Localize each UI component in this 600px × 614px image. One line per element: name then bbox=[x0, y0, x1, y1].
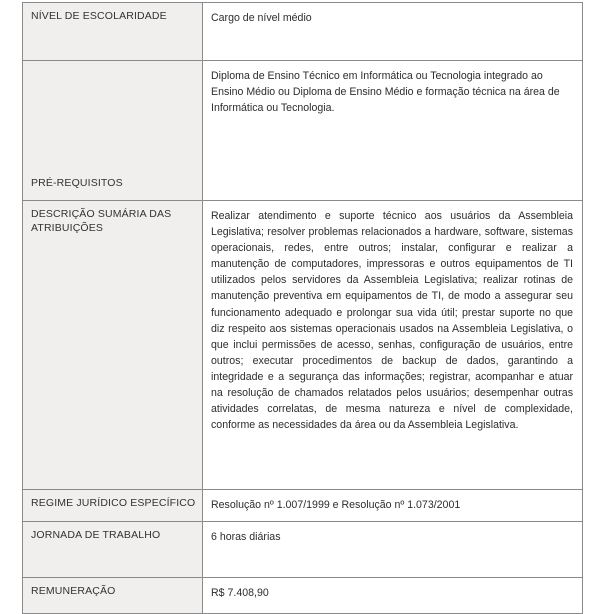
row-label-remuneracao: REMUNERAÇÃO bbox=[23, 578, 203, 614]
table-row-regime-juridico bbox=[23, 490, 583, 522]
row-label-regime-juridico: REGIME JURÍDICO ESPECÍFICO bbox=[23, 490, 203, 522]
row-value-regime-juridico bbox=[203, 490, 583, 522]
value-text-escolaridade: Cargo de nível médio bbox=[211, 12, 312, 24]
table-row-remuneracao bbox=[23, 578, 583, 614]
table-row-pre-requisitos bbox=[23, 61, 583, 201]
row-label-descricao-line-1: DESCRIÇÃO SUMÁRIA DAS bbox=[31, 208, 172, 220]
value-text-jornada: 6 horas diárias bbox=[211, 531, 281, 543]
row-value-pre-requisitos bbox=[203, 61, 583, 201]
row-value-descricao-sumaria bbox=[203, 201, 583, 490]
table-row-jornada bbox=[23, 522, 583, 578]
row-value-remuneracao bbox=[203, 578, 583, 614]
row-value-jornada bbox=[203, 522, 583, 578]
value-text-remuneracao: R$ 7.408,90 bbox=[211, 587, 269, 599]
value-text-pre-requisitos: Diploma de Ensino Técnico em Informática ou Tecnologia integrado ao Ensino Médio ou Diploma de Ensino Médio e formação técnica na área de Informática ou Tecnologia. bbox=[211, 70, 560, 115]
table-row-escolaridade bbox=[23, 3, 583, 61]
value-text-descricao-sumaria: Realizar atendimento e suporte técnico aos usuários da Assembleia Legislativa; resolver problemas relacionados a hardware, software, sistemas operacionais, redes, entre outros; instalar, configurar e realizar a manutenção de computadores, impressoras e outros equipamentos de TI utilizados pelos servidores da Assembleia Legislativa; realizar rotinas de manutenção preventiva em equipamentos de TI, de modo a assegurar seu funcionamento adequado e prolongar sua vida útil; prestar suporte no que diz respeito aos sistemas operacionais usados na Assembleia Legislativa, o que inclui permissões de acesso, senhas, configuração de usuários, entre outros; executar procedimentos de backup de dados, garantindo a integridade e a segurança das informações; registrar, acompanhar e atuar na resolução de chamados relatados pelos usuários; desempenhar outras atividades correlatas, de mesma natureza e nível de complexidade, conforme as necessidades da área ou da Assembleia Legislativa. bbox=[211, 210, 573, 432]
row-label-pre-requisitos: PRÉ-REQUISITOS bbox=[23, 61, 203, 201]
cargo-description-table bbox=[22, 2, 583, 614]
row-label-jornada: JORNADA DE TRABALHO bbox=[23, 522, 203, 578]
value-text-regime-juridico: Resolução nº 1.007/1999 e Resolução nº 1.073/2001 bbox=[211, 499, 461, 511]
row-label-escolaridade: NÍVEL DE ESCOLARIDADE bbox=[23, 3, 203, 61]
row-value-escolaridade bbox=[203, 3, 583, 61]
row-label-descricao-line-2: ATRIBUIÇÕES bbox=[31, 221, 104, 234]
row-label-descricao-sumaria bbox=[23, 201, 203, 490]
table-row-descricao-sumaria bbox=[23, 201, 583, 490]
